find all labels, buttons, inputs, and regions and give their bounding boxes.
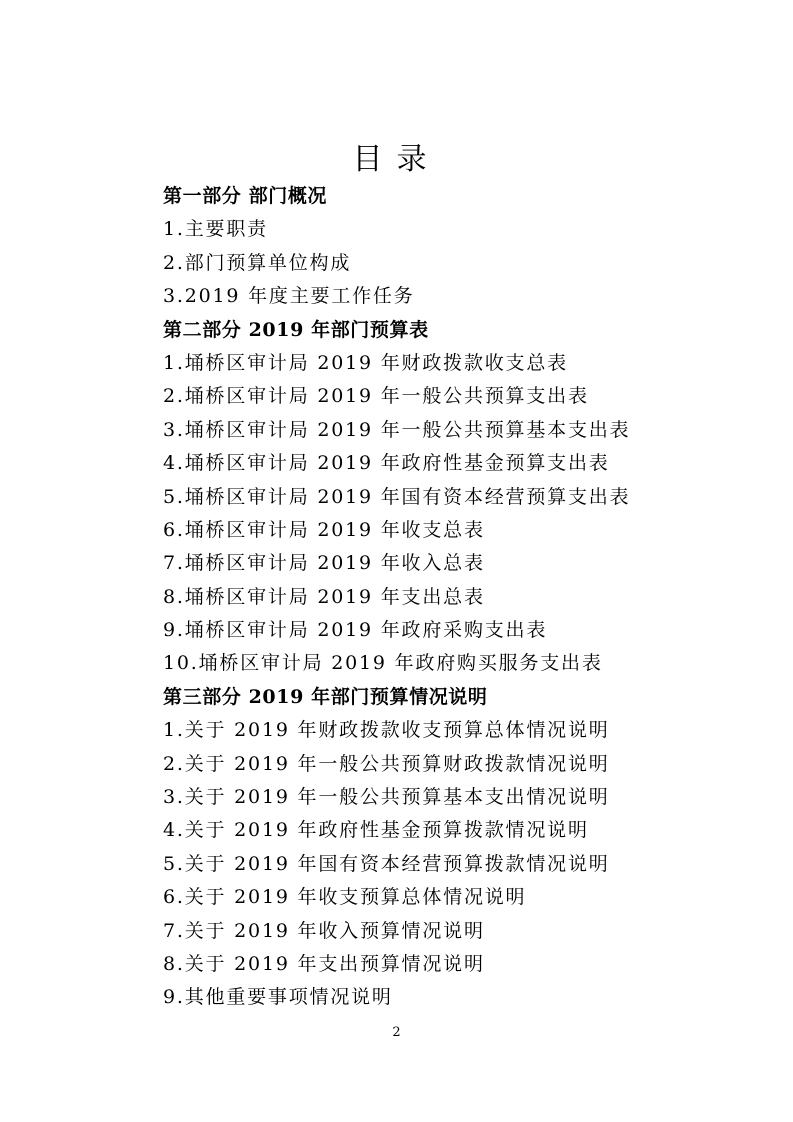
page-number: 2 — [392, 1025, 401, 1040]
toc-item: 2.部门预算单位构成 — [163, 251, 352, 274]
toc-item: 9.其他重要事项情况说明 — [163, 986, 393, 1009]
toc-item: 8.关于 2019 年支出预算情况说明 — [163, 952, 485, 975]
toc-item: 6.埇桥区审计局 2019 年收支总表 — [163, 518, 485, 541]
toc-item: 5.关于 2019 年国有资本经营预算拨款情况说明 — [163, 852, 610, 875]
toc-item: 3.2019 年度主要工作任务 — [163, 285, 415, 308]
toc-section-heading: 第一部分 部门概况 — [163, 185, 328, 207]
toc-item: 10.埇桥区审计局 2019 年政府购买服务支出表 — [163, 652, 603, 675]
toc-item: 3.关于 2019 年一般公共预算基本支出情况说明 — [163, 786, 610, 809]
toc-item: 4.埇桥区审计局 2019 年政府性基金预算支出表 — [163, 452, 610, 475]
toc-item: 6.关于 2019 年收支预算总体情况说明 — [163, 886, 527, 909]
toc-item: 5.埇桥区审计局 2019 年国有资本经营预算支出表 — [163, 485, 631, 508]
toc-item: 3.埇桥区审计局 2019 年一般公共预算基本支出表 — [163, 418, 631, 441]
toc-item: 1.主要职责 — [163, 218, 268, 241]
toc-item: 7.埇桥区审计局 2019 年收入总表 — [163, 552, 485, 575]
toc-section-heading: 第三部分 2019 年部门预算情况说明 — [163, 685, 488, 708]
table-of-contents — [163, 180, 723, 1015]
toc-item: 1.关于 2019 年财政拨款收支预算总体情况说明 — [163, 719, 610, 742]
toc-item: 8.埇桥区审计局 2019 年支出总表 — [163, 585, 485, 608]
toc-item: 7.关于 2019 年收入预算情况说明 — [163, 919, 485, 942]
toc-section-heading: 第二部分 2019 年部门预算表 — [163, 318, 429, 341]
toc-item: 1.埇桥区审计局 2019 年财政拨款收支总表 — [163, 351, 568, 374]
toc-item: 4.关于 2019 年政府性基金预算拨款情况说明 — [163, 819, 589, 842]
toc-item: 2.关于 2019 年一般公共预算财政拨款情况说明 — [163, 752, 610, 775]
toc-item: 9.埇桥区审计局 2019 年政府采购支出表 — [163, 619, 548, 642]
page-title: 目录 — [352, 142, 441, 177]
toc-item: 2.埇桥区审计局 2019 年一般公共预算支出表 — [163, 385, 589, 408]
